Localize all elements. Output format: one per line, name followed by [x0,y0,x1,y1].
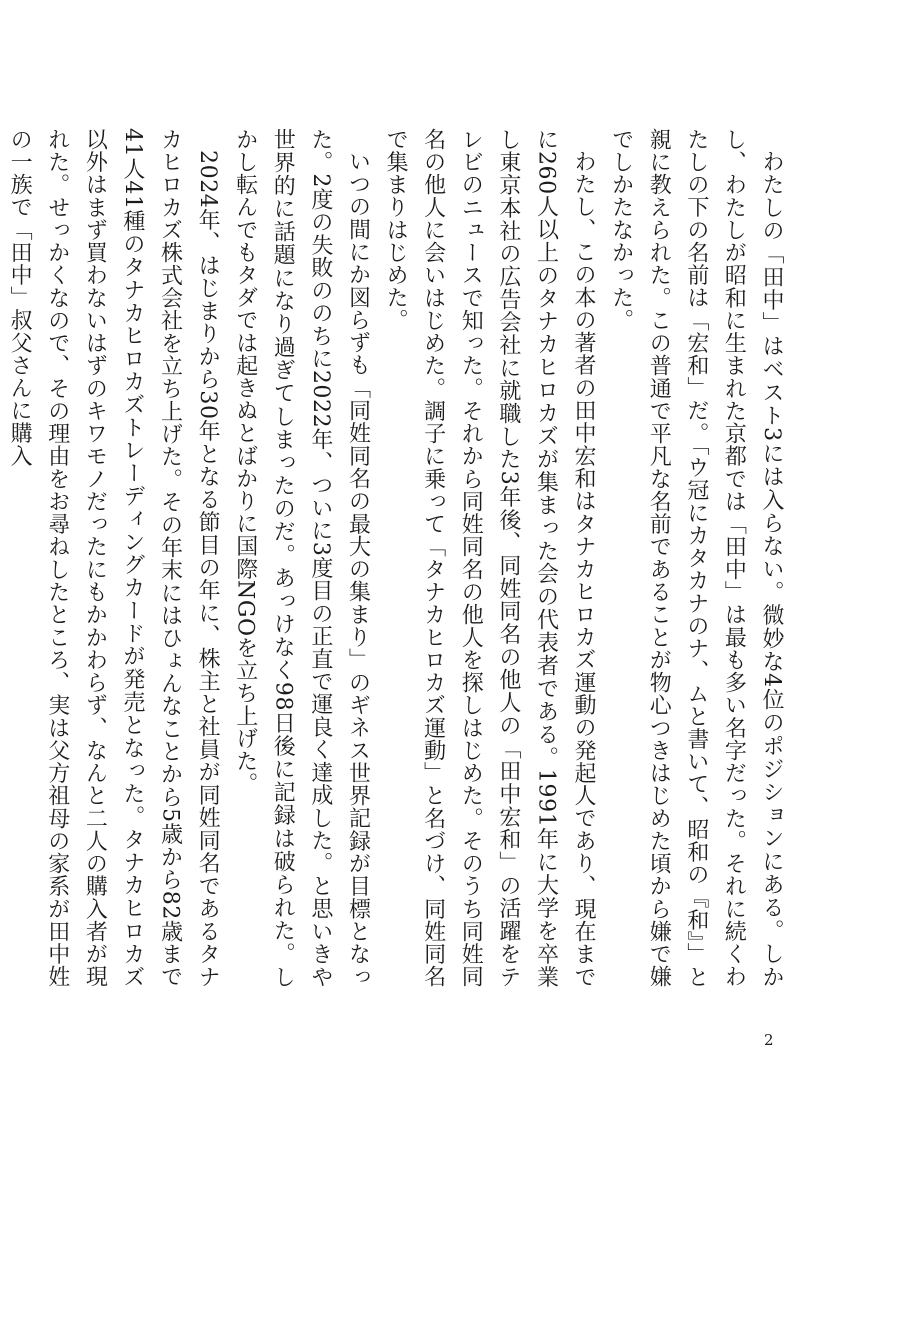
vertical-text-body [1,128,790,988]
paragraph-1: わたしの「田中」はベスト3には入らない。微妙な4位のポジションにある。しかし、わたしが昭和に生まれた京都では「田中」は最も多い名字だった。それに続くわたしの下の名前は「宏和」だ。「ウ冠にカタカナのナ、ムと書いて、昭和の『和』」と親に教えられた。この普通で平凡な名前であることが物心つきはじめた頃から嫌で嫌でしかたなかった。 [608,128,784,988]
paragraph-4: 2024年、はじまりから30年となる節目の年に、株主と社員が同姓同名であるタナカヒロカズ株式会社を立ち上げた。その年末にはひょんなことから5歳から82歳まで41人41種のタナカヒロカズトレーディングカードが発売となった。タナカヒロカズ以外はまず買わないはずのキワモノだったにもかかわらず、なんと二人の購入者が現れた。せっかくなので、その理由をお尋ねしたところ、実は父方祖母の家系が田中姓の一族で「田中」叔父さんに購入 [7,128,221,988]
paragraph-2: わたし、この本の著者の田中宏和はタナカヒロカズ運動の発起人であり、現在までに260人以上のタナカヒロカズが集まった会の代表者である。1991年に大学を卒業し東京本社の広告会社に就職した3年後、同姓同名の他人の「田中宏和」の活躍をテレビのニュースで知った。それから同姓同名の他人を探しはじめた。そのうち同姓同名の他人に会いはじめた。調子に乗って「タナカヒロカズ運動」と名づけ、同姓同名で集まりはじめた。 [383,128,597,988]
page-number: 2 [764,1031,774,1049]
paragraph-3: いつの間にか図らずも「同姓同名の最大の集まり」のギネス世界記録が目標となった。2度の失敗ののちに2022年、ついに3度目の正直で運良く達成した。と思いきや世界的に話題になり過ぎてしまったのだ。あっけなく98日後に記録は破られた。しかし転んでもタダでは起きぬとばかりに国際NGOを立ち上げた。 [232,128,371,988]
